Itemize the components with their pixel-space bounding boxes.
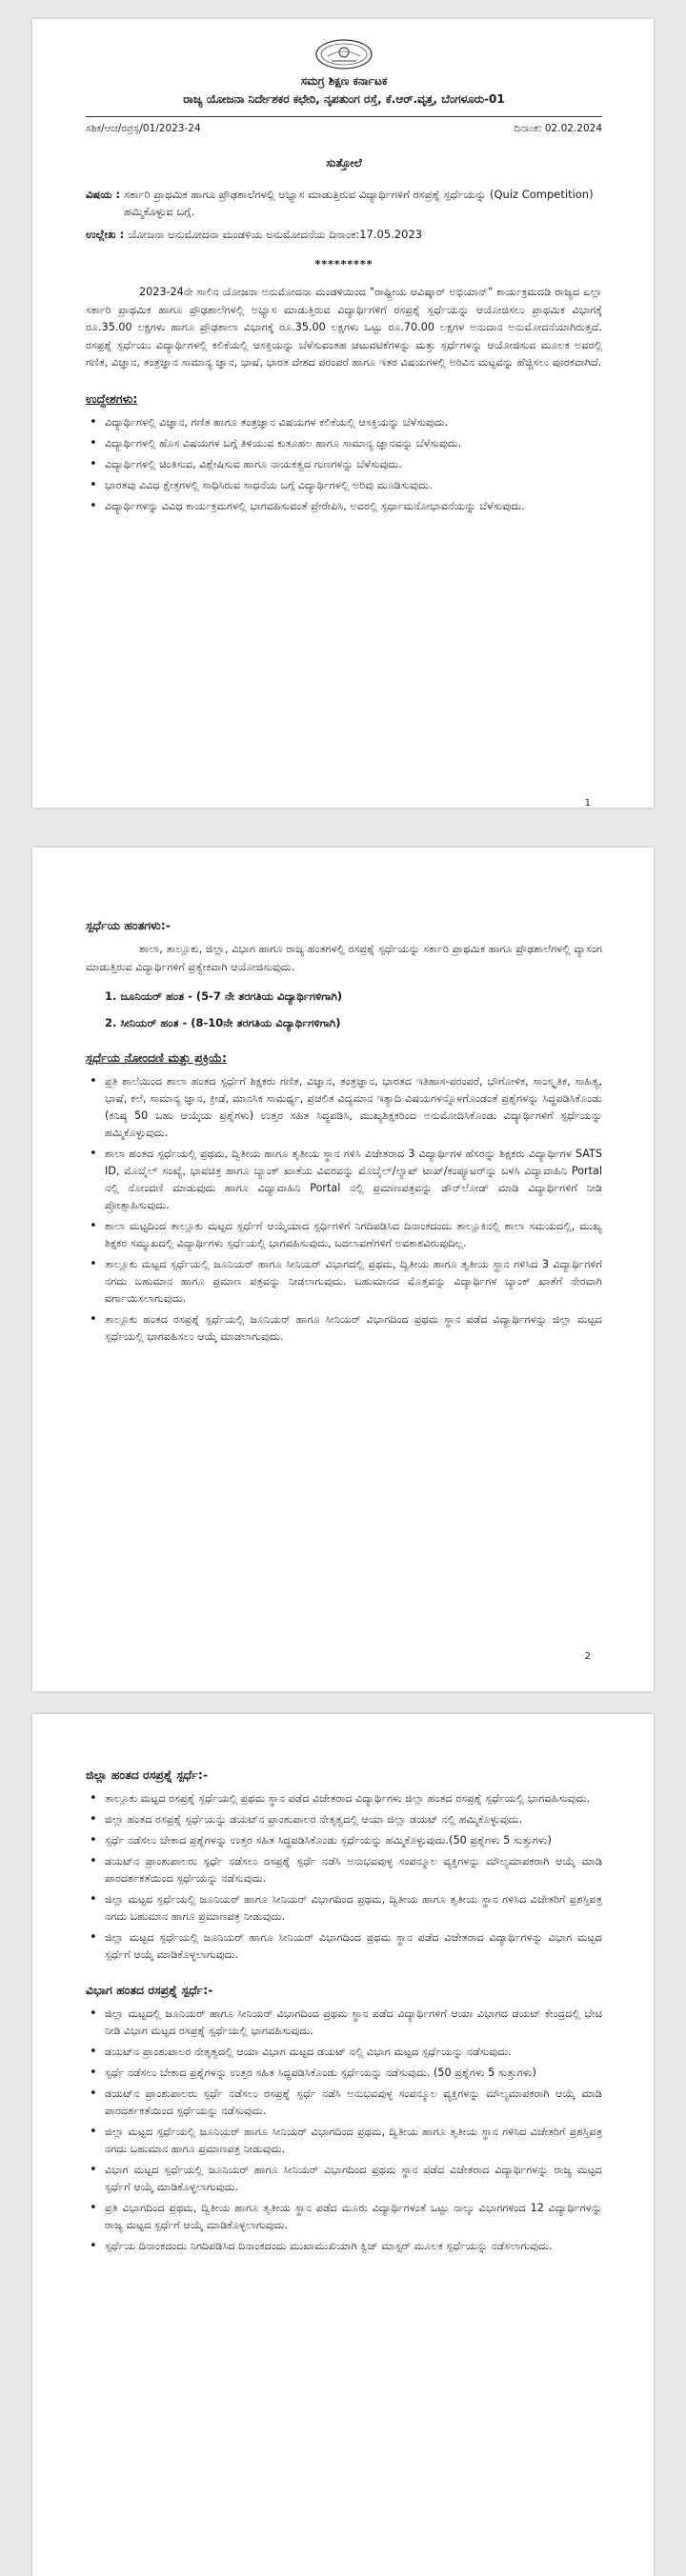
list-item: • ವಿದ್ಯಾರ್ಥಿಗಳಲ್ಲಿ ಚಿಂತಿಸುವ, ವಿಶ್ಲೇಷಿಸುವ ಹಾಗೂ ನಾಯಕತ್ವದ ಗುಣಗಳನ್ನು ಬೆಳೆಸುವುದು. (105, 456, 602, 473)
header-divider (86, 116, 602, 117)
levels-heading: ಸ್ಪರ್ಧೆಯ ಹಂತಗಳು:- (86, 918, 171, 932)
subject-label: ವಿಷಯ : (86, 188, 121, 201)
district-heading: ಜಿಲ್ಲಾ ಹಂತದ ರಸಪ್ರಶ್ನೆ ಸ್ಪರ್ಧೆ:- (86, 1767, 209, 1782)
list-item: • ಜಿಲ್ಲಾ ಹಂತದ ರಸಪ್ರಶ್ನೆ ಸ್ಪರ್ಧೆಯನ್ನು ಡಯಟ್‌ನ ಪ್ರಾಂಶುಪಾಲರ ನೇತೃತ್ವದಲ್ಲಿ ಆಯಾ ಜಿಲ್ಲಾ ಡಯಟ್ ನಲ್ಲಿ ಹಮ್ಮಿಕೊಳ್ಳುವುದು. (105, 1811, 602, 1828)
list-item: • ಶಾಲಾ ಮಟ್ಟದಿಂದ ತಾಲ್ಲೂಕು ಮಟ್ಟದ ಸ್ಪರ್ಧೆಗೆ ಆಯ್ಕೆಯಾದ ಸ್ಪರ್ಧಿಗಳಿಗೆ ನಿಗದಿಪಡಿಸಿದ ದಿನಾಂಕದಂದು ತಾಲ್ಲೂಕಿನಲ್ಲಿ ಶಾಲಾ ಸಮಯದಲ್ಲಿ, ಮುಖ್ಯ ಶಿಕ್ಷಕರ ಸಮ್ಮುಖದಲ್ಲಿ ವಿದ್ಯಾರ್ಥಿಗಳು ಸ್ಪರ್ಧೆಯಲ್ಲಿ ಭಾಗವಹಿಸುವುದು, ಬದಲಾವಣೆಗಳಿಗೆ ಅವಕಾಶವಿರುವುದಿಲ್ಲ. (105, 1218, 602, 1252)
division-heading: ವಿಭಾಗ ಹಂತದ ರಸಪ್ರಶ್ನೆ ಸ್ಪರ್ಧೆ:- (86, 1983, 213, 1997)
list-item: • ಜಿಲ್ಲಾ ಮಟ್ಟದ ಸ್ಪರ್ಧೆಯಲ್ಲಿ ಜೂನಿಯರ್ ಹಾಗೂ ಸೀನಿಯರ್ ವಿಭಾಗದಿಂದ ಪ್ರಥಮ ಸ್ಥಾನ ಪಡೆದ ವಿಜೇತರಾದ ವಿದ್ಯಾರ್ಥಿಗಳನ್ನು ವಿಭಾಗ ಮಟ್ಟದ ಸ್ಪರ್ಧೆಗೆ ಆಯ್ಕೆ ಮಾಡಿಕೊಳ್ಳಲಾಗುವುದು. (105, 1929, 602, 1964)
list-item: • ಡಯಟ್‌ನ ಪ್ರಾಂಶುಪಾಲರ ನೇತೃತ್ವದಲ್ಲಿ ಆಯಾ ವಿಭಾಗ ಮಟ್ಟದ ಡಯಟ್ ನಲ್ಲಿ ವಿಭಾಗ ಮಟ್ಟದ ಸ್ಪರ್ಧೆಯನ್ನು ನಡೆಸುವುದು. (105, 2044, 602, 2061)
reference-text: ಯೋಜನಾ ಅನುಮೋದನಾ ಮಂಡಳಿಯ ಅನುಮೋದನೆಯ ದಿನಾಂಕ:17.05.2023 (128, 228, 423, 241)
document-page-3 (32, 1714, 654, 2576)
levels-intro: ಶಾಲಾ, ತಾಲ್ಲೂಕು, ಜಿಲ್ಲಾ, ವಿಭಾಗ ಹಾಗೂ ರಾಜ್ಯ ಹಂತಗಳಲ್ಲಿ ರಸಪ್ರಶ್ನೆ ಸ್ಪರ್ಧೆಯನ್ನು ಸರ್ಕಾರಿ ಪ್ರಾಥಮಿಕ ಹಾಗೂ ಪ್ರೌಢಶಾಲೆಗಳಲ್ಲಿ ವ್ಯಾಸಂಗ ಮಾಡುತ್ತಿರುವ ವಿದ್ಯಾರ್ಥಿಗಳಿಗೆ ಪ್ರತ್ಯೇಕವಾಗಿ ಆಯೋಜಿಸುವುದು. (86, 943, 602, 973)
division-list (86, 2006, 602, 2255)
list-item: • ವಿಭಾಗ ಮಟ್ಟದ ಸ್ಪರ್ಧೆಯಲ್ಲಿ ಜೂನಿಯರ್ ಹಾಗೂ ಸೀನಿಯರ್ ವಿಭಾಗದಿಂದ ಪ್ರಥಮ ಸ್ಥಾನ ಪಡೆದ ವಿಜೇತರಾದ ವಿದ್ಯಾರ್ಥಿಗಳನ್ನು ರಾಜ್ಯ ಮಟ್ಟದ ಸ್ಪರ್ಧೆಗೆ ಆಯ್ಕೆ ಮಾಡಿಕೊಳ್ಳಲಾಗುವುದು. (105, 2162, 602, 2196)
intro-paragraph: 2023-24ನೇ ಸಾಲಿನ ಯೋಜನಾ ಅನುಮೋದನಾ ಮಂಡಳಿಯಿಂದ "ರಾಷ್ಟ್ರೀಯ ಆವಿಷ್ಕಾರ್ ಅಭಿಯಾನ್" ಕಾರ್ಯಕ್ರಮದಡಿ ರಾಜ್ಯದ ಎಲ್ಲಾ ಸರ್ಕಾರಿ ಪ್ರಾಥಮಿಕ ಹಾಗೂ ಪ್ರೌಢಶಾಲೆಗಳಲ್ಲಿ ಅಭ್ಯಾಸ ಮಾಡುತ್ತಿರುವ ವಿದ್ಯಾರ್ಥಿಗಳಿಗೆ ರಸಪ್ರಶ್ನೆ ಸ್ಪರ್ಧೆಯನ್ನು ಆಯೋಜಿಸಲು ಪ್ರಾಥಮಿಕ ವಿಭಾಗಕ್ಕೆ ರೂ.35.00 ಲಕ್ಷಗಳು ಹಾಗೂ ಪ್ರೌಢಶಾಲಾ ವಿಭಾಗಕ್ಕೆ ರೂ.35.00 ಲಕ್ಷಗಳು ಒಟ್ಟು ರೂ.70.00 ಲಕ್ಷಗಳ ಅನುದಾನ ಅನುಮೋದನೆಯಾಗಿರುತ್ತದೆ. ರಸಪ್ರಶ್ನೆ ಸ್ಪರ್ಧೆಯು ವಿದ್ಯಾರ್ಥಿಗಳಲ್ಲಿ ಕಲಿಕೆಯಲ್ಲಿ ಆಸಕ್ತಿಯನ್ನು ಬೆಳೆಸುವಂತಹ ಚಟುವಟಿಕೆಗಳನ್ನು ಮತ್ತು ಸ್ಪರ್ಧೆಗಳನ್ನು ಆಯೋಜಿಸುವ ಮೂಲಕ ಅವರಲ್ಲಿ ಗಣಿತ, ವಿಜ್ಞಾನ, ತಂತ್ರಜ್ಞಾನ ಸಾಮಾನ್ಯ ಜ್ಞಾನ, ಭಾಷೆ, ಭಾರತ ದೇಶದ ಪರಂಪರೆ ಹಾಗೂ ಇತರ ವಿಷಯಗಳಲ್ಲಿ ಅರಿವಿನ ಮಟ್ಟವನ್ನು ಹೆಚ್ಚಿಸಲು ಪೂರಕವಾಗಿದೆ. (86, 286, 602, 369)
list-item: • ಸ್ಪರ್ಧೆಯ ದಿನಾಂಕದಂದು ನಿಗದಿಪಡಿಸಿದ ದಿನಾಂಕದಂದು ಮುಖಾಮುಖಿಯಾಗಿ ಕ್ವಿಜ್ ಮಾಸ್ಟರ್ ಮೂಲಕ ಸ್ಪರ್ಧೆಯನ್ನು ನಡೆಸಲಾಗುವುದು. (105, 2238, 602, 2255)
objectives-list (86, 414, 602, 515)
reference-number: ಸಶಿಕ/ಆಚ/ರಪ್ರಸ್ಪ/01/2023-24 (86, 123, 201, 134)
list-item: 2. ಸೀನಿಯರ್ ಹಂತ - (8-10ನೇ ತರಗತಿಯ ವಿದ್ಯಾರ್ಥಿಗಳಿಗಾಗಿ) (105, 1016, 341, 1029)
list-item: • ಸ್ಪರ್ಧೆ ನಡೆಸಲು ಬೇಕಾದ ಪ್ರಶ್ನೆಗಳನ್ನು ಉತ್ತರ ಸಹಿತ ಸಿದ್ಧಪಡಿಸಿಕೊಂಡು ಸ್ಪರ್ಧೆಯನ್ನು ನಡೆಸುವುದು. (50 ಪ್ರಶ್ನೆಗಳು 5 ಸುತ್ತುಗಳು) (105, 2065, 602, 2082)
district-list (86, 1790, 602, 1964)
document-page-2 (32, 848, 654, 1691)
list-item: • ವಿದ್ಯಾರ್ಥಿಗಳಲ್ಲಿ ವಿಜ್ಞಾನ, ಗಣಿತ ಹಾಗೂ ತಂತ್ರಜ್ಞಾನ ವಿಷಯಗಳ ಕಲಿಕೆಯಲ್ಲಿ ಆಸಕ್ತಿಯನ್ನು ಬೆಳೆಸುವುದು. (105, 414, 602, 431)
circular-title: ಸುತ್ತೋಲೆ (326, 156, 362, 170)
reference-label: ಉಲ್ಲೇಖ : (86, 228, 125, 241)
list-item: • ತಾಲ್ಲೂಕು ಮಟ್ಟದ ಸ್ಪರ್ಧೆಯಲ್ಲಿ ಜೂನಿಯರ್ ಹಾಗೂ ಸೀನಿಯರ್ ವಿಭಾಗದಲ್ಲಿ ಪ್ರಥಮ, ದ್ವಿತೀಯ ಹಾಗೂ ತೃತೀಯ ಸ್ಥಾನ ಗಳಿಸಿದ 3 ವಿದ್ಯಾರ್ಥಿಗಳಿಗೆ ನಗದು ಬಹುಮಾನ ಹಾಗೂ ಪ್ರಮಾಣ ಪತ್ರವನ್ನು ನೀಡಲಾಗುವುದು. ಬಹುಮಾನದ ಮೊತ್ತವನ್ನು ವಿದ್ಯಾರ್ಥಿಗಳ ಬ್ಯಾಂಕ್ ಖಾತೆಗೆ ನೇರವಾಗಿ ವರ್ಗಾಯಿಸಲಾಗುವುದು. (105, 1256, 602, 1308)
page-number: 2 (584, 1651, 591, 1662)
list-item: • ತಾಲ್ಲೂಕು ಹಂತದ ರಸಪ್ರಶ್ನೆ ಸ್ಪರ್ಧೆಯಲ್ಲಿ ಜೂನಿಯರ್ ಹಾಗೂ ಸೀನಿಯರ್ ವಿಭಾಗದಿಂದ ಪ್ರಥಮ ಸ್ಥಾನ ಪಡೆದ ವಿದ್ಯಾರ್ಥಿಗಳನ್ನು ಜಿಲ್ಲಾ ಮಟ್ಟದ ಸ್ಪರ್ಧೆಯಲ್ಲಿ ಭಾಗವಹಿಸಲು ಆಯ್ಕೆ ಮಾಡಲಾಗುವುದು. (105, 1311, 602, 1346)
subject-text: ಸರ್ಕಾರಿ ಪ್ರಾಥಮಿಕ ಹಾಗೂ ಪ್ರೌಢಶಾಲೆಗಳಲ್ಲಿ ಅಭ್ಯಾಸ ಮಾಡುತ್ತಿರುವ ವಿದ್ಯಾರ್ಥಿಗಳಿಗೆ ರಸಪ್ರಶ್ನೆ ಸ್ಪರ್ಧೆಯನ್ನು (Quiz Competition) ಹಮ್ಮಿಕೊಳ್ಳುವ ಬಗ್ಗೆ. (124, 188, 594, 218)
document-date: ದಿನಾಂಕ: 02.02.2024 (514, 123, 602, 134)
reference-line (86, 226, 602, 243)
list-item: • ಶಾಲಾ ಹಂತದ ಸ್ಪರ್ಧೆಯಲ್ಲಿ ಪ್ರಥಮ, ದ್ವಿತೀಯ ಹಾಗೂ ತೃತೀಯ ಸ್ಥಾನ ಗಳಿಸಿ ವಿಜೇತರಾದ 3 ವಿದ್ಯಾರ್ಥಿಗಳ ಹೆಸರನ್ನು ಶಿಕ್ಷಕರು ವಿದ್ಯಾರ್ಥಿಗಳ SATS ID, ಮೊಬೈಲ್ ಸಂಖ್ಯೆ, ಭಾವಚಿತ್ರ ಹಾಗೂ ಬ್ಯಾಂಕ್ ಖಾತೆಯ ವಿವರವನ್ನು ಮೊಬೈಲ್/ಲ್ಯಾಪ್ ಟಾಪ್/ಕಂಪ್ಯೂಟರ್‌ನ್ನು ಬಳಸಿ ವಿದ್ಯಾವಾಹಿನಿ Portal ನಲ್ಲಿ ನೋಂದಣಿ ಮಾಡುವುದು ಹಾಗೂ ವಿದ್ಯಾವಾಹಿನಿ Portal ನಲ್ಲಿ ಪ್ರಮಾಣಪತ್ರವನ್ನು ಡೌನ್‌ಲೋಡ್ ಮಾಡಿ ವಿದ್ಯಾರ್ಥಿಗಳಿಗೆ ನೀಡಿ ಪ್ರೋತ್ಸಾಹಿಸುವುದು. (105, 1146, 602, 1214)
list-item: • ತಾಲ್ಲೂಕು ಮಟ್ಟದ ರಸಪ್ರಶ್ನೆ ಸ್ಪರ್ಧೆಯಲ್ಲಿ ಪ್ರಥಮ ಸ್ಥಾನ ಪಡೆದ ವಿಜೇತರಾದ ವಿದ್ಯಾರ್ಥಿಗಳು ಜಿಲ್ಲಾ ಹಂತದ ರಸಪ್ರಶ್ನೆ ಸ್ಪರ್ಧೆಯಲ್ಲಿ ಭಾಗವಹಿಸುವುದು. (105, 1790, 602, 1807)
objectives-heading: ಉದ್ದೇಶಗಳು: (86, 390, 138, 406)
list-item: • ಭಾರತವು ವಿವಿಧ ಕ್ಷೇತ್ರಗಳಲ್ಲಿ ಸಾಧಿಸಿರುವ ಸಾಧನೆಯ ಬಗ್ಗೆ ವಿದ್ಯಾರ್ಥಿಗಳಲ್ಲಿ ಅರಿವು ಮೂಡಿಸುವುದು. (105, 477, 602, 494)
list-item: 1. ಜೂನಿಯರ್ ಹಂತ - (5-7 ನೇ ತರಗತಿಯ ವಿದ್ಯಾರ್ಥಿಗಳಿಗಾಗಿ) (105, 989, 343, 1003)
karnataka-emblem-icon (314, 38, 373, 70)
list-item: • ಪ್ರತಿ ಶಾಲೆಯಿಂದ ಶಾಲಾ ಹಂತದ ಸ್ಪರ್ಧೆಗೆ ಶಿಕ್ಷಕರು ಗಣಿತ, ವಿಜ್ಞಾನ, ತಂತ್ರಜ್ಞಾನ, ಭಾರತದ ಇತಿಹಾಸ-ಪರಂಪರೆ, ಭೌಗೋಳಿಕ, ಸಾಂಸ್ಕೃತಿಕ, ಸಾಹಿತ್ಯ, ಭಾಷೆ, ಕಲೆ, ಸಾಮಾನ್ಯ ಜ್ಞಾನ, ಕ್ರೀಡೆ, ಮಾನಸಿಕ ಸಾಮರ್ಥ್ಯ, ಪ್ರಚಲಿತ ವಿದ್ಯಮಾನ ಇತ್ಯಾದಿ ವಿಷಯಗಳನ್ನೊಳಗೊಂಡಂತೆ ಪ್ರಶ್ನೆಗಳನ್ನು ಸಿದ್ಧಪಡಿಸಿಕೊಂಡು (ಕನಿಷ್ಠ 50 ಬಹು ಆಯ್ಕೆಯ ಪ್ರಶ್ನೆಗಳು) ಉತ್ತರ ಸಹಿತ ಸಿದ್ಧಪಡಿಸಿ, ಮುಖ್ಯಶಿಕ್ಷಕರಿಂದ ಅನುಮೋದಿಸಿಕೊಂಡು ವಿದ್ಯಾರ್ಥಿಗಳಿಗೆ ಸ್ಪರ್ಧೆಯನ್ನು ಹಮ್ಮಿಕೊಳ್ಳುವುದು. (105, 1073, 602, 1142)
organization-name: ಸಮಗ್ರ ಶಿಕ್ಷಣ ಕರ್ನಾಟಕ (300, 74, 388, 88)
registration-list (86, 1073, 602, 1346)
page-number: 1 (584, 798, 591, 808)
list-item: • ಸ್ಪರ್ಧೆ ನಡೆಸಲು ಬೇಕಾದ ಪ್ರಶ್ನೆಗಳನ್ನು ಉತ್ತರ ಸಹಿತ ಸಿದ್ಧಪಡಿಸಿಕೊಂಡು ಸ್ಪರ್ಧೆಯನ್ನು ಹಮ್ಮಿಕೊಳ್ಳುವುದು.(50 ಪ್ರಶ್ನೆಗಳು 5 ಸುತ್ತುಗಳು) (105, 1832, 602, 1849)
office-address: ರಾಜ್ಯ ಯೋಜನಾ ನಿರ್ದೇಶಕರ ಕಛೇರಿ, ನೃಪತುಂಗ ರಸ್ತೆ, ಕೆ.ಆರ್.ವೃತ್ತ, ಬೆಂಗಳೂರು-01 (183, 92, 505, 106)
subject-line (86, 186, 602, 220)
list-item: • ವಿದ್ಯಾರ್ಥಿಗಳಲ್ಲಿ ಹೊಸ ವಿಷಯಗಳ ಬಗ್ಗೆ ತಿಳಿಯುವ ಕುತೂಹಲ ಹಾಗೂ ಸಾಮಾನ್ಯ ಜ್ಞಾನವನ್ನು ಬೆಳೆಸುವುದು. (105, 435, 602, 452)
levels-list (86, 988, 602, 1031)
list-item: • ಡಯಟ್‌ನ ಪ್ರಾಂಶುಪಾಲರು ಸ್ಪರ್ಧೆ ನಡೆಸಲು ರಸಪ್ರಶ್ನೆ ಸ್ಪರ್ಧೆ ನಡೆಸಿ ಅನುಭವವುಳ್ಳ ಸಂಪನ್ಮೂಲ ವ್ಯಕ್ತಿಗಳನ್ನು ಮೌಲ್ಯಮಾಪಕರಾಗಿ ಆಯ್ಕೆ ಮಾಡಿ ಪಾರದರ್ಶಕತೆಯಿಂದ ಸ್ಪರ್ಧೆಯನ್ನು ನಡೆಸುವುದು. (105, 1853, 602, 1887)
separator: ********* (314, 258, 373, 270)
reference-row (86, 123, 602, 135)
list-item: • ಡಯಟ್‌ನ ಪ್ರಾಂಶುಪಾಲರು ಸ್ಪರ್ಧೆ ನಡೆಸಲು ರಸಪ್ರಶ್ನೆ ಸ್ಪರ್ಧೆ ನಡೆಸಿ ಅನುಭವವುಳ್ಳ ಸಂಪನ್ಮೂಲ ವ್ಯಕ್ತಿಗಳನ್ನು ಮೌಲ್ಯಮಾಪಕರಾಗಿ ಆಯ್ಕೆ ಮಾಡಿ ಪಾರದರ್ಶಕತೆಯಿಂದ ಸ್ಪರ್ಧೆಯನ್ನು ನಡೆಸುವುದು. (105, 2086, 602, 2120)
list-item: • ಜಿಲ್ಲಾ ಮಟ್ಟದ ಸ್ಪರ್ಧೆಯಲ್ಲಿ ಜೂನಿಯರ್ ಹಾಗೂ ಸೀನಿಯರ್ ವಿಭಾಗದಿಂದ ಪ್ರಥಮ, ದ್ವಿತೀಯ ಹಾಗೂ ತೃತೀಯ ಸ್ಥಾನ ಗಳಿಸಿದ ವಿಜೇತರಿಗೆ ಪ್ರಶಸ್ತಿಪತ್ರ ನಗದು ಬಹುಮಾನ ಹಾಗೂ ಪ್ರಮಾಣಪತ್ರ ನೀಡುವುದು. (105, 1891, 602, 1926)
list-item: • ಪ್ರತಿ ವಿಭಾಗದಿಂದ ಪ್ರಥಮ, ದ್ವಿತೀಯ ಹಾಗೂ ತೃತೀಯ ಸ್ಥಾನ ಪಡೆದ ಮೂರು ವಿದ್ಯಾರ್ಥಿಗಳಂತೆ ಒಟ್ಟು ನಾಲ್ಕು ವಿಭಾಗಗಳಿಂದ 12 ವಿದ್ಯಾರ್ಥಿಗಳನ್ನು ರಾಜ್ಯ ಮಟ್ಟದ ಸ್ಪರ್ಧೆಗೆ ಆಯ್ಕೆ ಮಾಡಿಕೊಳ್ಳಲಾಗುವುದು. (105, 2200, 602, 2234)
document-page-1 (32, 19, 654, 808)
registration-heading: ಸ್ಪರ್ಧೆಯ ನೋಂದಣಿ ಮತ್ತು ಪ್ರಕ್ರಿಯೆ: (86, 1050, 227, 1065)
list-item: • ವಿದ್ಯಾರ್ಥಿಗಳನ್ನು ವಿವಿಧ ಕಾರ್ಯಕ್ರಮಗಳಲ್ಲಿ ಭಾಗವಹಿಸುವಂತೆ ಪ್ರೇರೇಪಿಸಿ, ಅವರಲ್ಲಿ ಸ್ಪರ್ಧಾಮನೋಭಾವನೆಯನ್ನು ಬೆಳೆಸುವುದು. (105, 498, 602, 515)
list-item: • ಜಿಲ್ಲಾ ಮಟ್ಟದ ಸ್ಪರ್ಧೆಯಲ್ಲಿ ಜೂನಿಯರ್ ಹಾಗೂ ಸೀನಿಯರ್ ವಿಭಾಗದಿಂದ ಪ್ರಥಮ, ದ್ವಿತೀಯ ಹಾಗೂ ತೃತೀಯ ಸ್ಥಾನ ಗಳಿಸಿದ ವಿಜೇತರಿಗೆ ಪ್ರಶಸ್ತಿಪತ್ರ ನಗದು ಬಹುಮಾನ ಹಾಗೂ ಪ್ರಮಾಣಪತ್ರ ನೀಡುವುದು. (105, 2124, 602, 2158)
list-item: • ಜಿಲ್ಲಾ ಮಟ್ಟದಲ್ಲಿ ಜೂನಿಯರ್ ಹಾಗೂ ಸೀನಿಯರ್ ವಿಭಾಗದಿಂದ ಪ್ರಥಮ ಸ್ಥಾನ ಪಡೆದ ವಿದ್ಯಾರ್ಥಿಗಳಿಗೆ ಆಯಾ ವಿಭಾಗದ ಡಯಟ್ ಕೇಂದ್ರದಲ್ಲಿ ಭೇಟಿ ನೀಡಿ ವಿಭಾಗ ಮಟ್ಟದ ರಸಪ್ರಶ್ನೆ ಸ್ಪರ್ಧೆಯಲ್ಲಿ ಭಾಗವಹಿಸುವುದು. (105, 2006, 602, 2040)
